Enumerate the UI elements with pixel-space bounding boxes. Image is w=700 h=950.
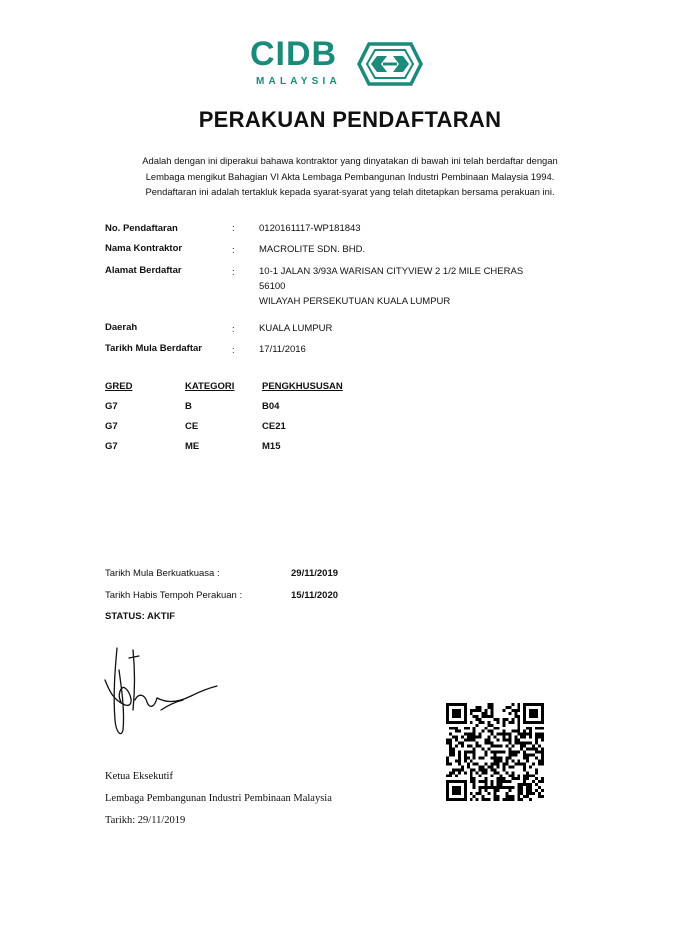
address-line: 10-1 JALAN 3/93A WARISAN CITYVIEW 2 1/2 MILE CHERAS [259,266,524,277]
qr-code-icon [446,703,544,801]
grade-cell: G7 [105,401,118,412]
intro-line: Pendaftaran ini adalah tertakluk kepada syarat-syarat yang telah ditetapkan bersama perakuan ini. [145,186,555,197]
status-badge: STATUS: AKTIF [105,611,176,622]
category-cell: ME [185,441,200,452]
effective-date-value: 29/11/2019 [291,568,339,579]
colon: : [232,267,235,278]
district-label: Daerah [105,322,138,333]
category-cell: CE [185,421,199,432]
signatory-title: Ketua Eksekutif [105,771,173,782]
signature-image [95,640,225,740]
intro-paragraph [100,153,600,200]
expiry-date-label: Tarikh Habis Tempoh Perakuan : [105,590,243,601]
signatory-date: Tarikh: 29/11/2019 [105,815,186,826]
effective-date-label: Tarikh Mula Berkuatkuasa : [105,568,220,579]
category-cell: B [185,401,192,412]
grade-cell: G7 [105,421,118,432]
start-date-value: 17/11/2016 [259,344,306,355]
registration-no-label: No. Pendaftaran [105,223,178,234]
specialization-cell: M15 [262,441,281,452]
registration-no-value: 0120161117-WP181843 [259,223,361,234]
expiry-date-value: 15/11/2020 [291,590,339,601]
colon: : [232,223,235,234]
logo-wordmark: CIDB [250,35,338,73]
address-line: WILAYAH PERSEKUTUAN KUALA LUMPUR [259,296,451,307]
start-date-label: Tarikh Mula Berdaftar [105,343,202,354]
logo-subtitle: MALAYSIA [256,76,341,87]
specialization-cell: B04 [262,401,280,412]
colon: : [232,324,235,335]
address-label: Alamat Berdaftar [105,265,182,276]
colon: : [232,245,235,256]
intro-line: Adalah dengan ini diperakui bahawa kontraktor yang dinyatakan di bawah ini telah berdaftar dengan [142,155,558,166]
grade-cell: G7 [105,441,118,452]
address-line: 56100 [259,281,286,292]
district-value: KUALA LUMPUR [259,323,333,334]
grade-header: GRED [105,381,133,392]
colon: : [232,345,235,356]
certificate-title: PERAKUAN PENDAFTARAN [198,107,502,132]
cidb-logo-icon [357,42,423,86]
specialization-header: PENGKHUSUSAN [262,381,343,392]
signatory-organization: Lembaga Pembangunan Industri Pembinaan Malaysia [105,793,332,804]
contractor-name-label: Nama Kontraktor [105,243,183,254]
intro-line: Lembaga mengikut Bahagian VI Akta Lembaga Pembangunan Industri Pembinaan Malaysia 1994. [145,170,555,182]
category-header: KATEGORI [185,381,235,392]
contractor-name-value: MACROLITE SDN. BHD. [259,244,366,255]
address-value [259,264,523,309]
specialization-cell: CE21 [262,421,286,432]
